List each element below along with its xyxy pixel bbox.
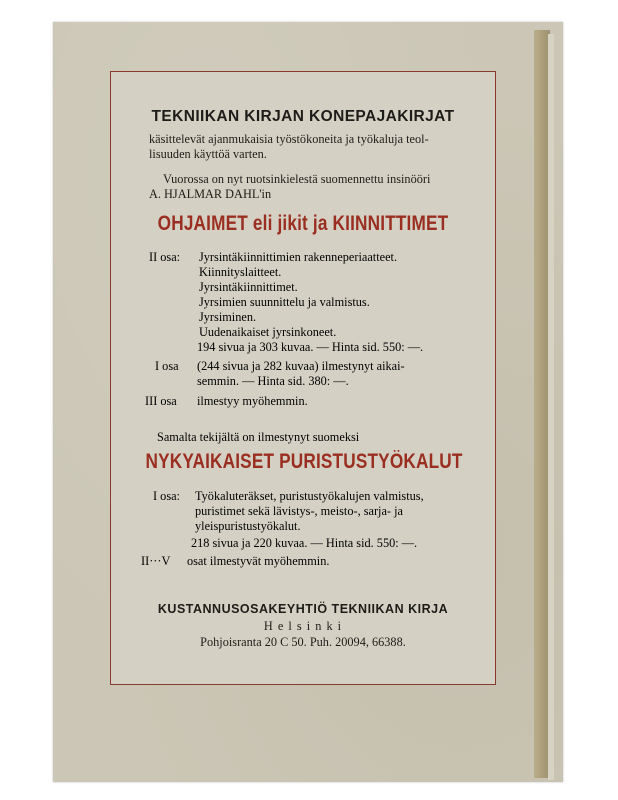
book2-pages-price: 218 sivua ja 220 kuvaa. — Hinta sid. 550: —. bbox=[191, 536, 418, 550]
intro-line-2: lisuuden käyttöä varten. bbox=[149, 147, 267, 161]
book1-lead-1: Vuorossa on nyt ruotsinkielestä suomennettu insinööri bbox=[163, 172, 431, 186]
book1-part2-label: II osa: bbox=[149, 250, 181, 264]
book2-lead: Samalta tekijältä on ilmestynyt suomeksi bbox=[157, 430, 360, 444]
book1-part3-label: III osa bbox=[145, 394, 177, 408]
book1-part1-text-2: semmin. — Hinta sid. 380: —. bbox=[197, 374, 349, 388]
book2-title: NYKYAIKAISET PURISTUSTYÖKALUT bbox=[145, 450, 463, 473]
red-bordered-frame bbox=[110, 71, 496, 685]
book1-part1-label: I osa bbox=[155, 359, 179, 373]
book1-part2-item: Jyrsintäkiinnittimet. bbox=[199, 280, 298, 294]
book2-part1-item: puristimet sekä lävistys-, meisto-, sarja- ja bbox=[195, 504, 403, 518]
publisher-name: KUSTANNUSOSAKEYHTIÖ TEKNIIKAN KIRJA bbox=[157, 602, 449, 616]
book1-part2-item: Uudenaikaiset jyrsinkoneet. bbox=[199, 325, 337, 339]
publisher-address: Pohjoisranta 20 C 50. Puh. 20094, 66388. bbox=[200, 635, 406, 649]
book-spine-fold bbox=[548, 34, 554, 780]
book2-later-text: osat ilmestyvät myöhemmin. bbox=[187, 554, 330, 568]
book1-part3-text: ilmestyy myöhemmin. bbox=[197, 394, 308, 408]
book2-later-label: II···V bbox=[141, 554, 171, 568]
book1-part2-item: Kiinnityslaitteet. bbox=[199, 265, 282, 279]
book2-part1-item: yleispuristustyökalut. bbox=[195, 519, 301, 533]
book2-part1-label: I osa: bbox=[153, 489, 180, 503]
book1-part1-text-1: (244 sivua ja 282 kuvaa) ilmestynyt aikai- bbox=[197, 359, 405, 373]
intro-line-1: käsittelevät ajanmukaisia työstökoneita ja työkaluja teol- bbox=[149, 132, 429, 146]
book2-part1-item: Työkaluteräkset, puristustyökalujen valmistus, bbox=[195, 489, 424, 503]
book1-title: OHJAIMET eli jikit ja KIINNITTIMET bbox=[157, 212, 449, 235]
book1-part2-item: Jyrsimien suunnittelu ja valmistus. bbox=[199, 295, 370, 309]
book1-part2-item: Jyrsintäkiinnittimien rakenneperiaatteet. bbox=[199, 250, 398, 264]
book1-part2-pages-price: 194 sivua ja 303 kuvaa. — Hinta sid. 550: —. bbox=[197, 340, 424, 354]
book1-part2-item: Jyrsiminen. bbox=[199, 310, 257, 324]
book1-author: A. HJALMAR DAHL'in bbox=[149, 187, 272, 201]
publisher-city: H e l s i n k i bbox=[263, 619, 343, 633]
series-header: TEKNIIKAN KIRJAN KONEPAJAKIRJAT bbox=[151, 108, 455, 125]
